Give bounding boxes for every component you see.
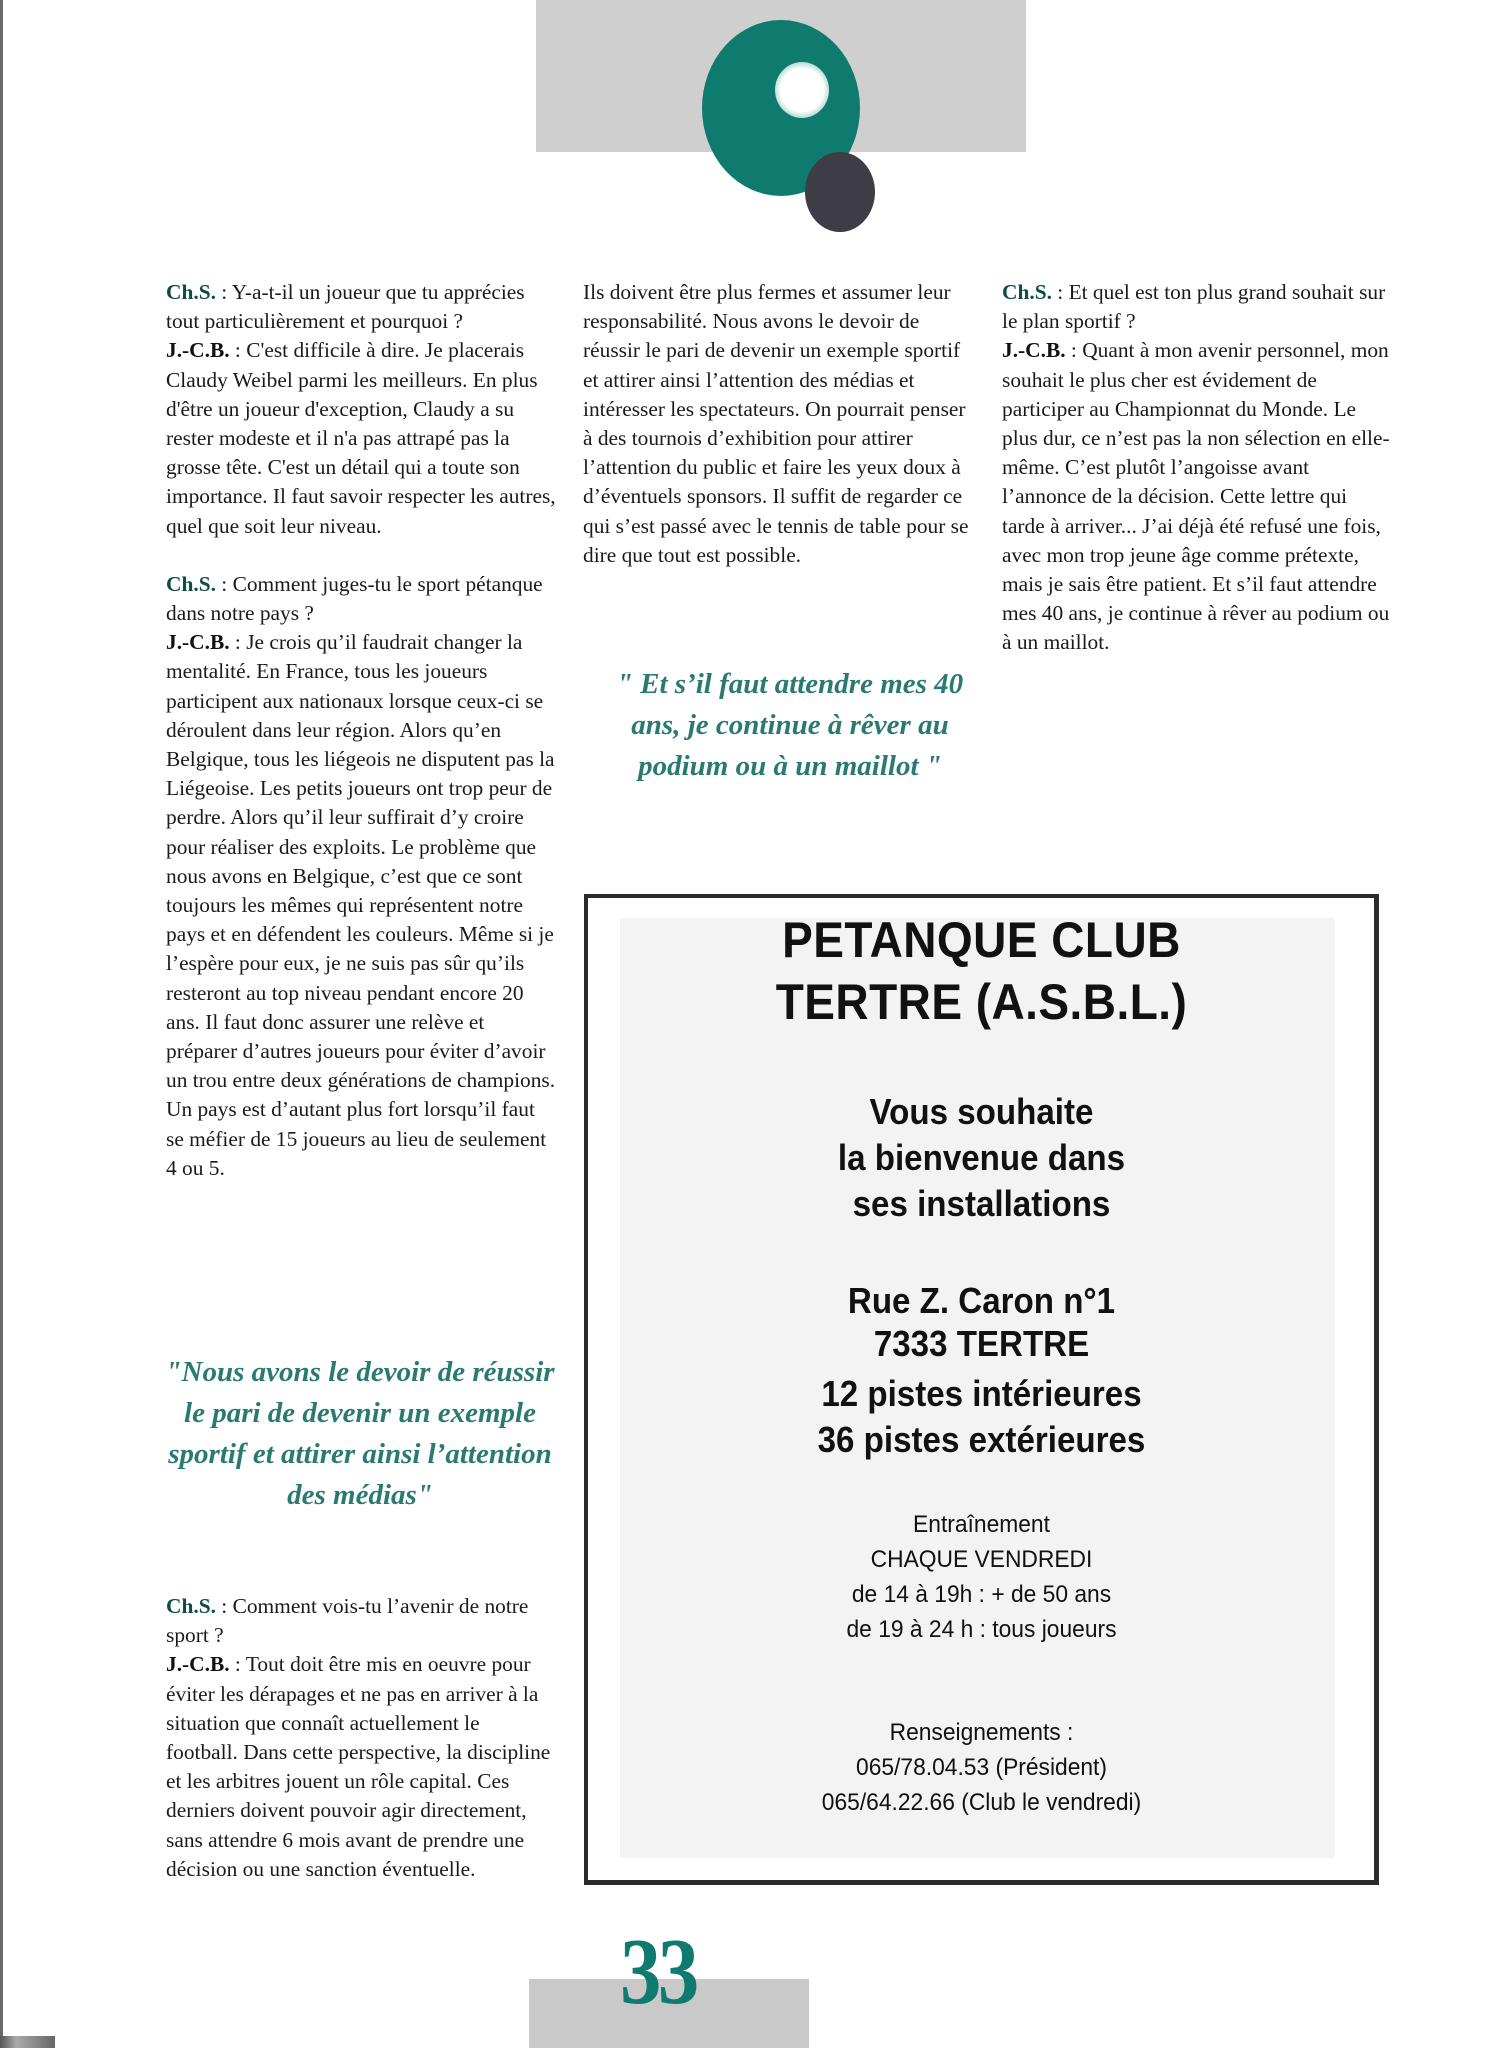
question-text: : Comment vois-tu l’avenir de notre sport ?	[166, 1594, 529, 1648]
answer-label: J.-C.B.	[166, 1652, 230, 1677]
ad-phone-club: 065/64.22.66 (Club le vendredi)	[821, 1789, 1142, 1816]
ad-info-title: Renseignements :	[889, 1719, 1074, 1746]
answer-label: J.-C.B.	[1002, 338, 1066, 363]
article-column-2	[583, 278, 973, 570]
ad-street: Rue Z. Caron n°1	[847, 1280, 1116, 1321]
ad-welcome-line: ses installations	[852, 1183, 1111, 1224]
question-text: : Y-a-t-il un joueur que tu apprécies tout particulièrement et pourquoi ?	[166, 280, 525, 334]
ball-highlight-icon	[775, 62, 829, 118]
ad-city: 7333 TERTRE	[873, 1323, 1090, 1364]
article-paragraph: Ils doivent être plus fermes et assumer leur responsabilité. Nous avons le devoir de réussir le pari de devenir un exemple sportif et attirer ainsi l’attention des médias et intéresser les spectateurs. On pourrait penser à des tournois d’exhibition pour attirer l’attention du public et faire les yeux doux à d’éventuels sponsors. Il suffit de regarder ce qui s’est passé avec le tennis de table pour se dire que tout est possible.	[583, 280, 969, 567]
ad-training	[604, 1507, 1359, 1647]
pull-quote-left: "Nous avons le devoir de réussir le pari de devenir un exemple sportif et attirer ainsi l’attention des médias"	[165, 1356, 555, 1511]
question-label: Ch.S.	[166, 1594, 216, 1618]
interview-block	[1002, 278, 1392, 658]
article-column-1	[166, 278, 556, 1183]
ad-welcome	[616, 1089, 1347, 1227]
question-text: : Comment juges-tu le sport pétanque dans notre pays ?	[166, 571, 543, 626]
ad-tracks-outdoor: 36 pistes extérieures	[817, 1419, 1146, 1460]
answer-text: : Je crois qu’il faudrait changer la mentalité. En France, tous les joueurs participent aux nationaux lorsque ceux-ci se déroulent dans leur région. Alors qu’en Belgique, tous les liégeois ne disputent pas la Liégeoise. Les petits joueurs ont trop peur de perdre. Alors qu’il leur suffirait d’y croire pour réaliser des exploits. Le problème que nous avons en Belgique, c’est que ce sont toujours les mêmes qui représentent notre pays et en défendent les couleurs. Même si je l’espère pour eux, je ne suis pas sûr qu’ils resteront au top niveau pendant encore 20 ans. Il faut donc assurer une relève et préparer d’autres joueurs pour éviter d’avoir un trou entre deux générations de champions. Un pays est d’autant plus fort lorsqu’il faut se méfier de 15 joueurs au lieu de seulement 4 ou 5.	[166, 630, 556, 1180]
ad-training-slot: de 14 à 19h : + de 50 ans	[851, 1581, 1112, 1608]
ad-phone-president: 065/78.04.53 (Président)	[856, 1754, 1107, 1781]
ad-address	[616, 1279, 1347, 1365]
answer-text: : C'est difficile à dire. Je placerais Claudy Weibel parmi les meilleurs. En plus d'être un joueur d'exception, Claudy a su rester modeste et il n'a pas attrapé pas la grosse tête. C'est un détail qui a toute son importance. Il faut savoir respecter les autres, quel que soit leur niveau.	[166, 338, 556, 538]
scan-edge	[0, 0, 3, 2048]
answer-label: J.-C.B.	[166, 630, 230, 655]
ad-tracks-indoor: 12 pistes intérieures	[821, 1373, 1142, 1414]
answer-text: : Tout doit être mis en oeuvre pour éviter les dérapages et ne pas en arriver à la situation que connaît actuellement le football. Dans cette perspective, la discipline et les arbitres jouent un rôle capital. Ces derniers doivent pouvoir agir directement, sans attendre 6 mois avant de prendre une décision ou une sanction éventuelle.	[166, 1652, 551, 1881]
page-number: 33	[620, 1920, 696, 2024]
ad-welcome-line: la bienvenue dans	[837, 1137, 1126, 1178]
answer-label: J.-C.B.	[166, 338, 230, 363]
ad-contact-info	[604, 1715, 1359, 1820]
ad-training-title: Entraînement	[913, 1511, 1050, 1538]
interview-block	[166, 1592, 556, 1884]
interview-block	[166, 278, 556, 541]
ad-title	[616, 909, 1347, 1033]
scan-corner	[0, 2036, 55, 2048]
article-column-1-lower	[166, 1592, 556, 1884]
question-text: : Et quel est ton plus grand souhait sur le plan sportif ?	[1002, 280, 1386, 334]
club-advertisement	[584, 894, 1379, 1820]
ad-tracks	[616, 1371, 1347, 1463]
answer-text: : Quant à mon avenir personnel, mon souhait le plus cher est évidement de participer au Championnat du Monde. Le plus dur, ce n’est pas la non sélection en elle-même. C’est plutôt l’angoisse avant l’annonce de la décision. Cette lettre qui tarde à arriver... J’ai déjà été refusé une fois, avec mon trop jeune âge comme prétexte, mais je sais être patient. Et s’il faut attendre mes 40 ans, je continue à rêver au podium ou à un maillot.	[1002, 338, 1390, 655]
ad-welcome-line: Vous souhaite	[869, 1091, 1094, 1132]
pull-quote-center: " Et s’il faut attendre mes 40 ans, je continue à rêver au podium ou à un maillot "	[616, 668, 964, 782]
question-label: Ch.S.	[166, 280, 216, 304]
ad-training-day: CHAQUE VENDREDI	[870, 1546, 1093, 1573]
ad-title-line: PETANQUE CLUB	[782, 912, 1181, 968]
ad-title-line: TERTRE (A.S.B.L.)	[775, 974, 1188, 1030]
ad-training-slot: de 19 à 24 h : tous joueurs	[846, 1616, 1117, 1643]
petanque-jack-dark-icon	[805, 152, 875, 232]
question-label: Ch.S.	[1002, 280, 1052, 304]
interview-block	[166, 570, 556, 1183]
question-label: Ch.S.	[166, 571, 216, 596]
article-column-3	[1002, 278, 1392, 658]
